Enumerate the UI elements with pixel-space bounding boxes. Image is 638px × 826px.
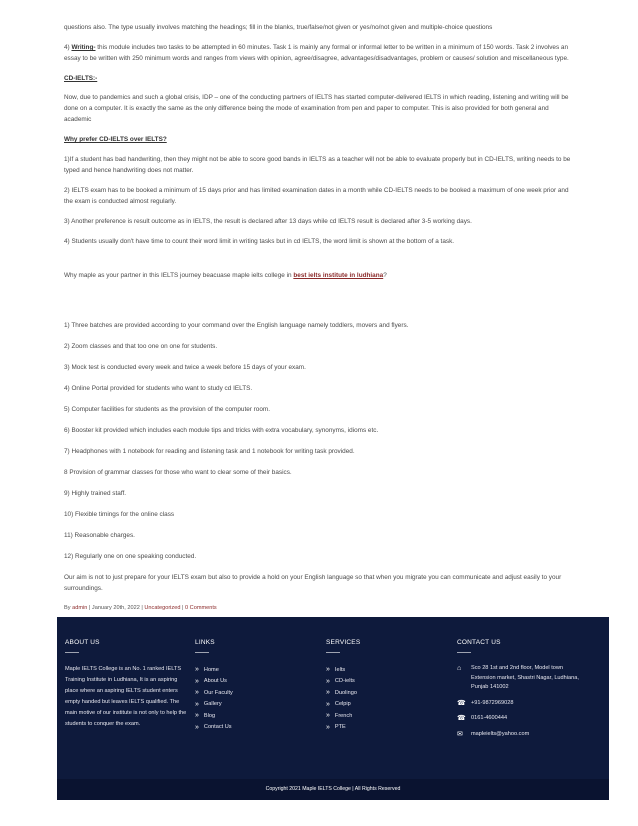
phone-text: 0161-4600444: [471, 715, 508, 721]
writing-paragraph: [64, 42, 574, 64]
chevron-right-icon: »: [195, 723, 199, 731]
about-text: Maple IELTS College is an No. 1 ranked IELTS Training Institute in Ludhiana, It is an aspiring place where an aspiring IELTS student enters empty handed but leaves IELTS qualified. The main motive of our institute is not only to help the students to conquer the exam.: [65, 666, 187, 727]
mail-icon: ✉: [457, 730, 463, 738]
feature-item: 2) Zoom classes and that too one on one for students.: [64, 343, 218, 350]
title-underline: [65, 652, 79, 653]
meta-sep: |: [180, 605, 186, 611]
service-link-celpip[interactable]: [326, 699, 360, 711]
footer-link-blog[interactable]: [195, 710, 233, 722]
home-icon: ⌂: [457, 665, 462, 672]
link-label: About Us: [203, 678, 227, 685]
cd-ielts-paragraph: Now, due to pandemics and such a global crisis, IDP – one of the conducting partners of IELTS has started computer-delivered IELTS in which reading, listening and writing will be done on a computer. It is exactly the same as the only difference being the mode of examination from pen and paper to computer. This is also provided for both general and academic: [64, 94, 569, 123]
feature-item: 9) Highly trained staff.: [64, 490, 127, 497]
address-text: Sco 28 1st and 2nd floor, Model town Extension market, Shastri Nagar, Ludhiana, Punjab 141002: [471, 665, 579, 690]
service-link-pte[interactable]: [326, 722, 360, 734]
feature-item: 5) Computer facilities for students as the provision of the computer room.: [64, 406, 271, 413]
service-link-cd-ielts[interactable]: [326, 676, 360, 688]
contact-email[interactable]: [457, 730, 587, 740]
title-underline: [195, 652, 209, 653]
reason-2: 2) IELTS exam has to be booked a minimum of 15 days prior and has limited examination dates in a month while CD-IELTS needs to be booked a maximum of one week prior and the exam is conducted almost regularly.: [64, 187, 569, 205]
title-underline: [326, 652, 340, 653]
site-footer: [57, 617, 609, 797]
meta-sep: |: [139, 605, 145, 611]
service-link-ielts[interactable]: [326, 664, 360, 676]
best-institute-link[interactable]: best ielts institute in ludhiana: [293, 272, 384, 279]
chevron-right-icon: »: [195, 666, 199, 674]
phone-icon: ☎: [457, 699, 466, 707]
link-label: Gallery: [203, 701, 222, 708]
service-label: CD-ielts: [334, 678, 355, 685]
link-label: Our Faculty: [203, 689, 233, 696]
chevron-right-icon: »: [326, 666, 330, 674]
link-label: Contact Us: [203, 724, 232, 731]
service-link-french[interactable]: [326, 710, 360, 722]
post-date: January 20th, 2022: [91, 605, 140, 611]
feature-item: 8 Provision of grammar classes for those who want to clear some of their basics.: [64, 469, 292, 476]
reason-4: 4) Students usually don't have time to count their word limit in writing tasks but in cd IELTS, the word limit is shown at the bottom of a task.: [64, 238, 455, 245]
chevron-right-icon: »: [195, 689, 199, 697]
chevron-right-icon: »: [195, 700, 199, 708]
feature-item: 1) Three batches are provided according to your command over the English language namely toddlers, movers and flyers.: [64, 322, 409, 329]
links-title: LINKS: [195, 639, 215, 646]
author-link[interactable]: admin: [72, 605, 88, 611]
meta-by: By: [64, 605, 73, 611]
about-title: ABOUT US: [65, 639, 100, 646]
writing-label: Writing-: [71, 44, 96, 51]
footer-about: [65, 639, 187, 730]
why-maple-suffix: ?: [383, 272, 387, 279]
service-label: French: [334, 712, 353, 719]
footer-link-gallery[interactable]: [195, 699, 233, 711]
copyright-text: Copyright 2021 Maple IELTS College | All Rights Reserved: [265, 786, 401, 792]
chevron-right-icon: »: [326, 712, 330, 720]
service-link-duolingo[interactable]: [326, 687, 360, 699]
chevron-right-icon: »: [326, 677, 330, 685]
copyright-bar: [57, 779, 609, 800]
feature-item: 11) Reasonable charges.: [64, 532, 135, 539]
writing-prefix: 4): [64, 44, 72, 51]
service-label: Ielts: [334, 666, 346, 673]
features-list: [64, 320, 574, 562]
chevron-right-icon: »: [326, 700, 330, 708]
reason-3: 3) Another preference is result outcome as in IELTS, the result is declared after 13 days while cd IELTS result is declared after 3-5 working days.: [64, 218, 472, 225]
writing-text: this module includes two tasks to be attempted in 60 minutes. Task 1 is mainly any formal or informal letter to be written in a minimum of 150 words. Task 2 involves an essay to be written with 250 minimum words and ranges from views with opinion, agree/disagree, advantages/disadvantages, problem or causes/ solution and miscellaneous type.: [64, 44, 569, 62]
why-maple-text: Why maple as your partner in this IELTS journey beacuase maple ielts college in: [64, 272, 294, 279]
why-prefer-heading: Why prefer CD-IELTS over IELTS?: [64, 136, 167, 143]
chevron-right-icon: »: [195, 677, 199, 685]
why-maple-paragraph: [64, 270, 574, 281]
contact-phone-1[interactable]: [457, 699, 587, 709]
closing-paragraph: Our aim is not to just prepare for your IELTS exam but also to provide a hold on your English language so that when you migrate you can communicate and adjust easily to your surroundings.: [64, 574, 562, 592]
feature-item: 6) Booster kit provided which includes each module tips and tricks with extra vocabulary, synonyms, idioms etc.: [64, 427, 379, 434]
comments-link[interactable]: 0 Comments: [185, 605, 217, 611]
phone-icon: ☎: [457, 715, 466, 722]
link-label: Blog: [203, 712, 216, 719]
service-label: Duolingo: [334, 689, 357, 696]
footer-link-contact[interactable]: [195, 722, 233, 734]
footer-services: [326, 639, 360, 733]
reason-1: 1)If a student has bad handwriting, then they might not be able to score good bands in IELTS as a teacher will not be able to evaluate properly but in CD-IELTS, writing needs to be typed and hence handwriting does not matter.: [64, 156, 571, 174]
chevron-right-icon: »: [195, 712, 199, 720]
intro-paragraph: questions also. The type usually involves matching the headings; fill in the blanks, true/false/not given or yes/no/not given and multiple-choice questions: [64, 24, 493, 31]
services-title: SERVICES: [326, 639, 361, 646]
footer-link-faculty[interactable]: [195, 687, 233, 699]
feature-item: 7) Headphones with 1 notebook for reading and listening task and 1 notebook for writing task provided.: [64, 448, 355, 455]
phone-text: +91-9872969028: [471, 699, 514, 706]
footer-link-about[interactable]: [195, 676, 233, 688]
contact-phone-2[interactable]: [457, 714, 587, 724]
service-label: Celpip: [334, 701, 351, 708]
chevron-right-icon: »: [326, 723, 330, 731]
meta-sep: |: [87, 605, 92, 611]
article-content: [64, 22, 574, 621]
feature-item: 12) Regularly one on one speaking conducted.: [64, 553, 197, 560]
footer-link-home[interactable]: [195, 664, 233, 676]
email-text: mapleielts@yahoo.com: [471, 730, 530, 737]
cd-ielts-heading: CD-IELTS:-: [64, 75, 98, 82]
category-link[interactable]: Uncategorized: [144, 605, 181, 611]
link-label: Home: [203, 666, 219, 673]
contact-address: [457, 664, 587, 693]
feature-item: 10) Flexible timings for the online class: [64, 511, 175, 518]
title-underline: [457, 652, 471, 653]
footer-links: [195, 639, 233, 733]
service-label: PTE: [334, 724, 346, 731]
chevron-right-icon: »: [326, 689, 330, 697]
footer-contact: [457, 639, 587, 745]
contact-title: CONTACT US: [457, 639, 501, 646]
feature-item: 3) Mock test is conducted every week and twice a week before 15 days of your exam.: [64, 364, 306, 371]
feature-item: 4) Online Portal provided for students who want to study cd IELTS.: [64, 385, 253, 392]
